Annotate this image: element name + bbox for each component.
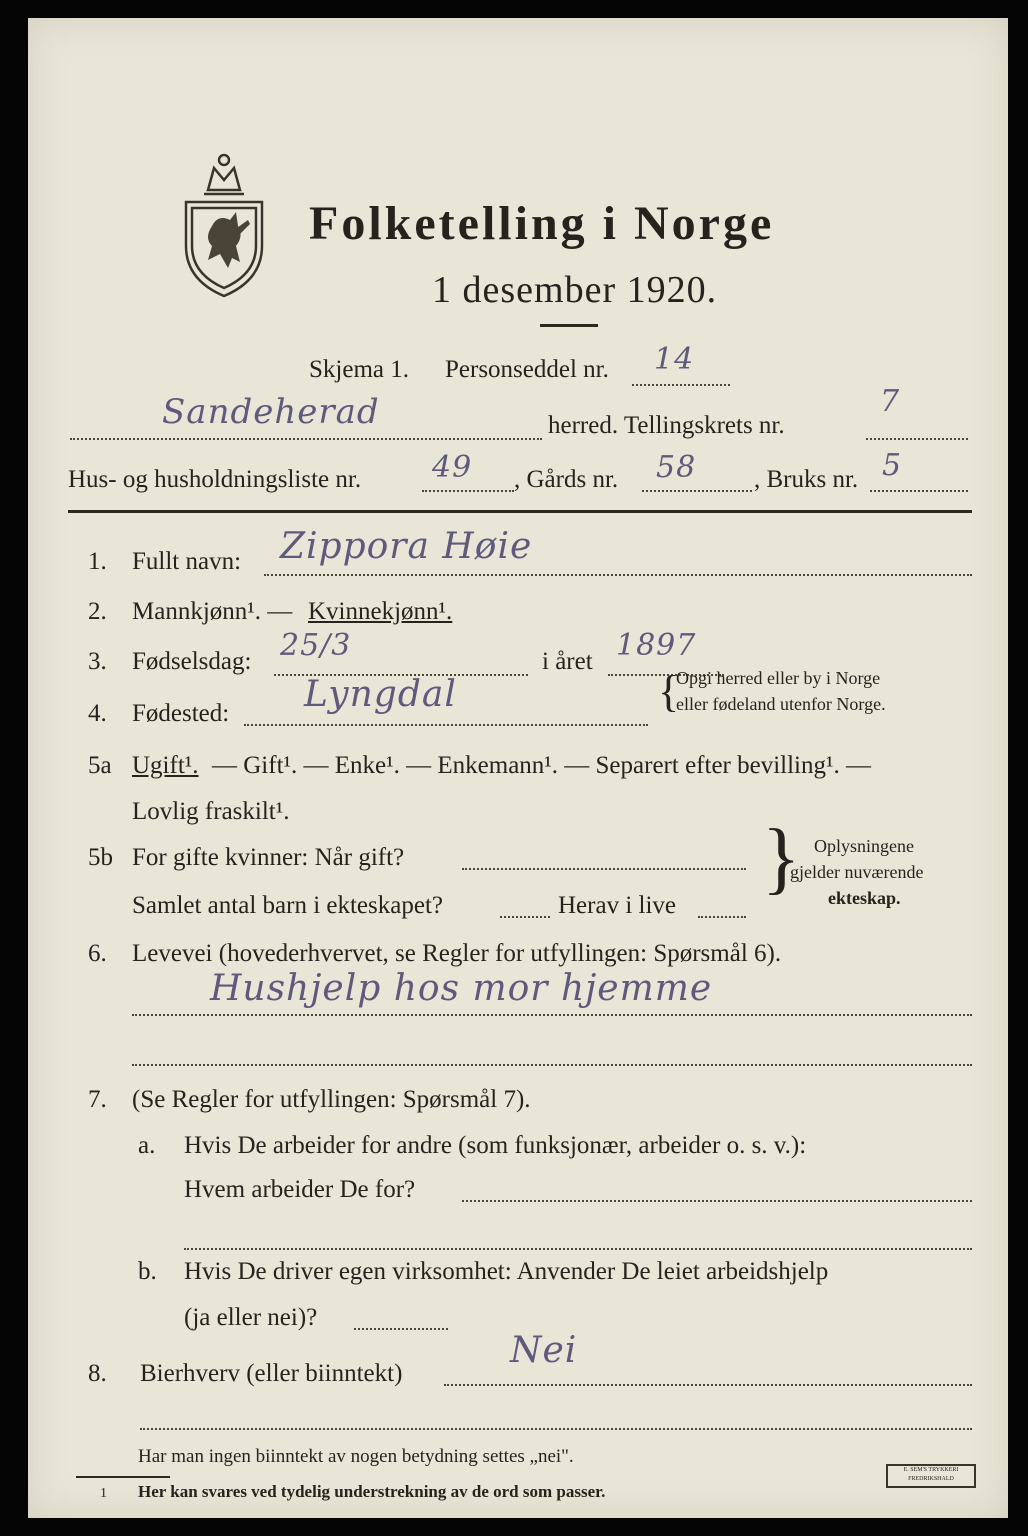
q1-line [264,574,972,576]
q3-year-label: i året [542,648,593,675]
q7a-line1: Hvis De arbeider for andre (som funksjonær, arbeider o. s. v.): [184,1132,807,1159]
footer-note: Har man ingen biinntekt av nogen betydning settes „nei". [138,1446,574,1467]
q7b-number: b. [138,1258,157,1285]
q5b-note-3: ekteskap. [828,888,901,908]
bruks-value: 5 [882,448,903,483]
q5b-children-line [500,916,550,918]
footnote-mark: 1 [100,1486,107,1501]
q3-year-value: 1897 [616,628,697,663]
schema-label: Skjema 1. [309,356,409,383]
q3-label: Fødselsdag: [132,648,252,675]
gards-label: , Gårds nr. [514,466,619,493]
tellingskrets-line [866,438,968,440]
q5a-number: 5a [88,752,112,779]
q8-number: 8. [88,1360,107,1387]
q7a-number: a. [138,1132,156,1159]
q5b-line1: For gifte kvinner: Når gift? [132,844,405,871]
q8-value: Nei [510,1330,578,1371]
q5b-married-line [462,868,746,870]
norwegian-coat-of-arms-icon [178,150,270,300]
q5b-alive-label: Herav i live [558,892,677,919]
q7a-line-extra [184,1248,972,1250]
census-date: 1 desember 1920. [432,269,718,311]
q6-value: Hushjelp hos mor hjemme [210,968,713,1009]
q1-number: 1. [88,548,107,575]
q3-value: 25/3 [280,628,352,663]
q3-number: 3. [88,648,107,675]
tellingskrets-value: 7 [880,384,901,419]
q8-line-extra [140,1428,972,1430]
q6-line-2 [132,1064,972,1066]
gards-value: 58 [656,450,697,485]
q1-label: Fullt navn: [132,548,242,575]
hus-label: Hus- og husholdningsliste nr. [68,466,362,493]
q1-value: Zippora Høie [280,526,533,567]
q5b-alive-line [698,916,746,918]
personseddel-line [632,384,730,386]
q5b-note-1: Oplysningene [814,836,914,856]
q5b-number: 5b [88,844,113,871]
q7a-line2: Hvem arbeider De for? [184,1176,416,1203]
q4-value: Lyngdal [304,674,457,715]
herred-line [70,438,542,440]
q2-male: Mannkjønn¹. — [132,598,293,625]
title-divider [540,324,598,327]
q5a-line2: Lovlig fraskilt¹. [132,798,290,825]
header-rule [68,510,972,513]
personseddel-label: Personseddel nr. [445,356,609,383]
hus-value: 49 [432,450,473,485]
q5b-children-label: Samlet antal barn i ekteskapet? [132,892,443,919]
q7b-line [354,1328,448,1330]
q8-line [444,1384,972,1386]
q8-label: Bierhverv (eller biinntekt) [140,1360,403,1387]
printer-stamp: E. SEM'S TRYKKERI FREDRIKSHALD [886,1464,976,1488]
bruks-label: , Bruks nr. [754,466,859,493]
q7b-line2: (ja eller nei)? [184,1304,318,1331]
personseddel-value: 14 [654,342,695,377]
footnote-rule [76,1476,170,1478]
herred-value: Sandeherad [162,392,380,432]
q4-note-1: Opgi herred eller by i Norge [676,668,881,688]
q7-number: 7. [88,1086,107,1113]
q4-label: Fødested: [132,700,230,727]
bruks-line [870,490,968,492]
q5a-options: — Gift¹. — Enke¹. — Enkemann¹. — Separert efter bevilling¹. — [212,752,871,779]
census-form [28,18,1008,1518]
q5a-unmarried-selected: Ugift¹. [132,752,199,779]
q4-line [244,724,648,726]
footnote-text: Her kan svares ved tydelig understrekning av de ord som passer. [138,1482,606,1501]
form-title: Folketelling i Norge [309,197,775,250]
q7b-line1: Hvis De driver egen virksomhet: Anvender De leiet arbeidshjelp [184,1258,829,1285]
q6-number: 6. [88,940,107,967]
hus-line [422,490,514,492]
q2-female-selected: Kvinnekjønn¹. [308,598,453,625]
q4-brace: { [658,667,680,716]
gards-line [642,490,752,492]
q4-note-2: eller fødeland utenfor Norge. [676,694,886,714]
q5b-note-2: gjelder nuværende [790,862,924,882]
q4-number: 4. [88,700,107,727]
q6-line-1 [132,1014,972,1016]
herred-label: herred. Tellingskrets nr. [548,412,785,439]
q5b-brace: } [762,814,801,902]
q7a-line [462,1200,972,1202]
q7-label: (Se Regler for utfyllingen: Spørsmål 7). [132,1086,531,1113]
q2-number: 2. [88,598,107,625]
q6-label: Levevei (hovederhvervet, se Regler for utfyllingen: Spørsmål 6). [132,940,782,967]
